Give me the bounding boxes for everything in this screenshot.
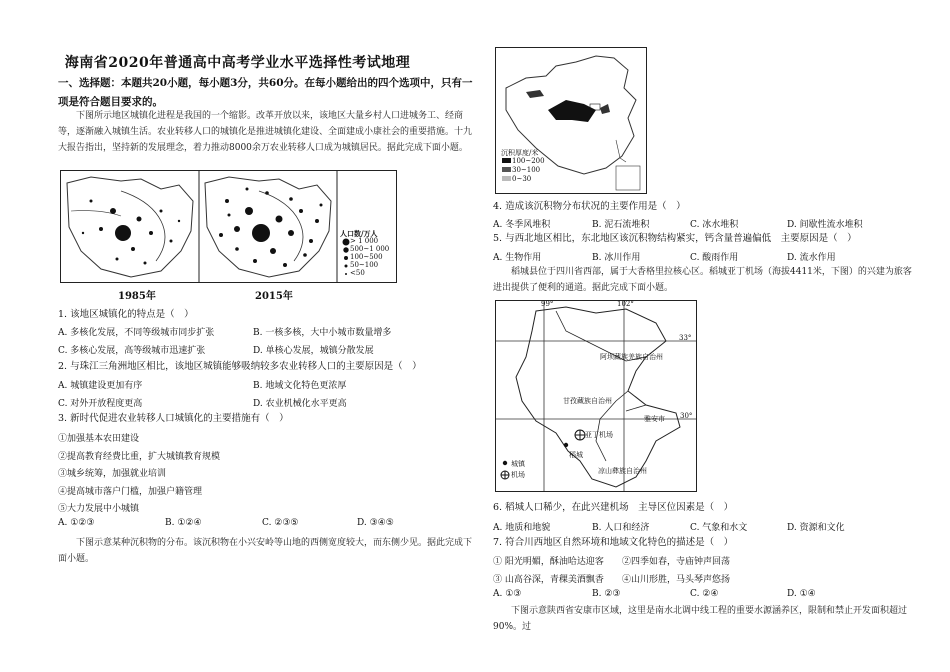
q7-item-3: ③ 山高谷深，青稞美酒飘香 (493, 575, 604, 585)
urbanization-map-svg (61, 171, 396, 282)
q7-option-c: C. ②④ (690, 589, 719, 599)
map1-legend-title: 人口数/万人 (340, 229, 378, 238)
map3-region-ganzi: 甘孜藏族自治州 (563, 397, 612, 405)
q4-option-b: B. 泥石流堆积 (592, 220, 650, 230)
map1-legend (350, 237, 389, 277)
page-title: 海南省2020年普通高中高考学业水平选择性考试地理 (64, 55, 411, 71)
q5-option-a: A. 生物作用 (493, 253, 542, 263)
q2-option-a: A. 城镇建设更加有序 (58, 381, 143, 391)
q7-item-2: ②四季如春，寺庙钟声回荡 (622, 557, 731, 567)
map1-legend-item: 500~1 000 (350, 245, 390, 253)
q7-option-b: B. ②③ (592, 589, 621, 599)
map3-region-liangshan: 凉山彝族自治州 (598, 467, 647, 475)
q5-option-c: C. 酸雨作用 (690, 253, 739, 263)
map3-lat-33: 33° (679, 334, 692, 342)
map2-legend-title: 沉积厚度/米 (501, 149, 539, 157)
question-stem: 1. 该地区城镇化的特点是（ ） (58, 309, 194, 320)
q7-item-4: ④山川形胜，马头琴声悠扬 (622, 575, 731, 585)
map3-region-aba: 阿坝藏族羌族自治州 (600, 353, 663, 361)
map3-city-yaan: 雅安市 (644, 415, 665, 423)
q6-option-b: B. 人口和经济 (592, 523, 650, 533)
q4-option-d: D. 间歇性流水堆积 (787, 220, 863, 230)
map3-lon-102: 102° (617, 300, 634, 308)
q7-item-1: ① 阳光明媚，酥油哈达迎客 (493, 557, 604, 567)
map-1985 (67, 177, 193, 277)
map1-legend-item: <50 (350, 269, 365, 277)
q5-option-d: D. 流水作用 (787, 253, 836, 263)
section-heading: 一、选择题：本题共20小题，每小题3分，共60分。在每小题给出的四个选项中，只有一项是符合题目要求的。 (58, 77, 473, 108)
q3-option-b: B. ①②④ (165, 518, 202, 528)
q1-option-c: C. 多核心发展，高等级城市迅速扩张 (58, 346, 206, 356)
map3-lat-30: 30° (680, 412, 693, 420)
intro-paragraph-1: 下图所示地区城镇化进程是我国的一个缩影。改革开放以来，该地区大量乡村人口进城务工、经商等，逐渐融入城镇生活。农业转移人口的城镇化是推进城镇化建设、全面建成小康社会的重要措施。十九大报告指出，坚持新的发展理念，着力推动8000余万农业转移人口成为城镇居民。据此完成下面小题。 (58, 111, 473, 153)
map1-legend-item: 100~500 (350, 253, 383, 261)
map2-legend-item: 0~30 (512, 175, 532, 183)
q2-option-c: C. 对外开放程度更高 (58, 399, 143, 409)
map1-year-1985: 1985年 (118, 291, 156, 302)
q1-option-b: B. 一核多核，大中小城市数量增多 (253, 328, 392, 338)
question-3: 3. 新时代促进农业转移人口城镇化的主要措施有（ ） (58, 413, 289, 424)
intro-paragraph-3: 稻城县位于四川省西部，属于大香格里拉核心区。稻城亚丁机场（海拔4411米，下图）的兴建为旅客进出提供了便利的通道。据此完成下面小题。 (493, 267, 912, 293)
q6-option-c: C. 气象和水文 (690, 523, 748, 533)
intro-paragraph-2: 下图示意某种沉积物的分布。该沉积物在小兴安岭等山地的西侧宽度较大，而东侧少见。据此完成下面小题。 (58, 538, 473, 564)
map1-year-2015: 2015年 (255, 291, 293, 302)
question-5: 5. 与西北地区相比，东北地区该沉积物结构紧实，钙含量普遍偏低 主要原因是（ ） (493, 233, 857, 244)
q4-option-a: A. 冬季风堆积 (493, 220, 551, 230)
q3-option-a: A. ①②③ (58, 518, 95, 528)
q6-option-d: D. 资源和文化 (787, 523, 845, 533)
q3-option-c: C. ②③⑤ (262, 518, 299, 528)
map2-legend-item: 30~100 (512, 166, 541, 174)
map1-legend-item: > 1 000 (350, 237, 379, 245)
question-4: 4. 造成该沉积物分布状况的主要作用是（ ） (493, 201, 686, 212)
q3-item: ①加强基本农田建设 (58, 434, 140, 444)
q1-option-a: A. 多核化发展，不同等级城市同步扩张 (58, 328, 215, 338)
map3-lon-99: 99° (541, 300, 554, 308)
question-2: 2. 与珠江三角洲地区相比，该地区城镇能够吸纳较多农业转移人口的主要原因是（ ） (58, 361, 422, 372)
map3-airport-label: 亚丁机场 (585, 431, 613, 439)
q3-item: ④提高城市落户门槛，加强户籍管理 (58, 486, 203, 497)
map2-legend (512, 157, 545, 184)
map3-daocheng-label: 稻城 (569, 451, 583, 459)
q3-option-d: D. ③④⑤ (357, 518, 394, 528)
question-7: 7. 符合川西地区自然环境和地域文化特色的描述是（ ） (493, 537, 734, 548)
q6-option-a: A. 地质和地貌 (493, 523, 551, 533)
q3-item: ②提高教育经费比重，扩大城镇教育规模 (58, 451, 221, 462)
intro-paragraph-4: 下图示意陕西省安康市区域，这里是南水北调中线工程的重要水源涵养区，限制和禁止开发面积超过90%。过 (493, 606, 908, 632)
q2-option-d: D. 农业机械化水平更高 (253, 399, 347, 409)
map3-legend-town: 城镇 (511, 460, 525, 468)
urbanization-map-figure (60, 170, 397, 283)
map3-legend-airport: 机场 (511, 471, 525, 479)
q3-item: ⑤大力发展中小城镇 (58, 504, 140, 515)
q3-item: ③城乡统筹，加强就业培训 (58, 469, 167, 480)
q1-option-d: D. 单核心发展，城镇分散发展 (253, 346, 374, 356)
question-1 (58, 306, 473, 323)
q2-option-b: B. 地域文化特色更浓厚 (253, 381, 347, 391)
map-2015 (205, 177, 331, 277)
q4-option-c: C. 冰水堆积 (690, 220, 739, 230)
q3-items (58, 431, 220, 519)
q5-option-b: B. 冰川作用 (592, 253, 641, 263)
q7-option-d: D. ①④ (787, 589, 816, 599)
q7-option-a: A. ①③ (493, 589, 522, 599)
question-6: 6. 稻城人口稀少，在此兴建机场 主导区位因素是（ ） (493, 502, 734, 513)
map2-legend-item: 100~200 (512, 157, 545, 165)
map1-legend-item: 50~100 (350, 261, 379, 269)
